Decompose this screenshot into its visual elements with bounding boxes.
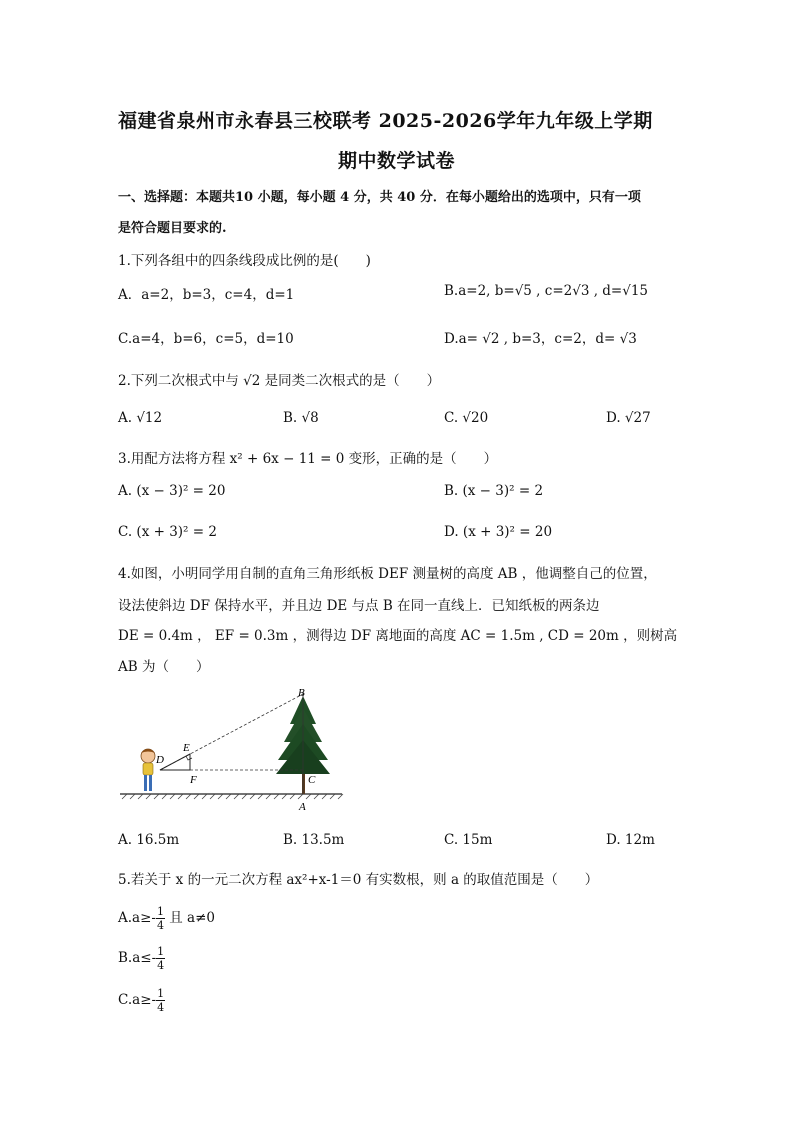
section-header-line1: 一、选择题：本题共10 小题，每小题 4 分，共 40 分．在每小题给出的选项中，只有一项 <box>118 190 641 205</box>
fraction-denominator: 4 <box>157 1001 165 1014</box>
question-5-option-c <box>118 988 165 1013</box>
exam-title-line1: 福建省泉州市永春县三校联考 2025-2026学年九年级上学期 <box>118 110 653 132</box>
question-3-option-d: D. (x + 3)² = 20 <box>444 524 553 540</box>
question-5-option-c-prefix: C.a≥- <box>118 992 157 1008</box>
ground-hatching <box>122 794 343 799</box>
question-3-stem: 3.用配方法将方程 x² + 6x − 11 = 0 变形，正确的是（ ） <box>118 451 498 467</box>
figure-label-b: B <box>298 687 305 699</box>
fraction-numerator: 1 <box>157 987 165 1000</box>
question-2-option-c: C. √20 <box>444 410 489 426</box>
question-3-option-c: C. (x + 3)² = 2 <box>118 524 217 540</box>
figure-label-d: D <box>156 754 164 766</box>
question-2-stem: 2.下列二次根式中与 √2 是同类二次根式的是（ ） <box>118 373 441 389</box>
question-3-option-a: A. (x − 3)² = 20 <box>118 483 226 499</box>
right-angle-mark <box>186 756 192 760</box>
fraction-one-quarter <box>156 946 165 971</box>
figure-label-e: E <box>183 742 190 754</box>
question-5-option-a-suffix: 且 a≠0 <box>169 910 216 926</box>
question-4-line3: DE = 0.4m ， EF = 0.3m ，测得边 DF 离地面的高度 AC = 1.5m , CD = 20m ，则树高 <box>118 628 678 644</box>
question-5-option-a <box>118 906 215 931</box>
fraction-denominator: 4 <box>156 919 164 932</box>
figure-label-c: C <box>308 774 316 786</box>
question-5-option-b <box>118 946 165 971</box>
question-4-option-b: B. 13.5m <box>283 832 345 848</box>
question-1-option-d: D.a= √2 , b=3，c=2，d= √3 <box>444 331 637 347</box>
fraction-one-quarter <box>156 988 165 1013</box>
question-2-option-b: B. √8 <box>283 410 319 426</box>
fraction-denominator: 4 <box>157 959 165 972</box>
fraction-numerator: 1 <box>156 905 164 918</box>
boy-leg-left <box>144 775 147 791</box>
question-5-option-a-prefix: A.a≥- <box>118 910 156 926</box>
figure-label-f: F <box>190 774 197 786</box>
question-3-option-b: B. (x − 3)² = 2 <box>444 483 544 499</box>
question-5-option-b-prefix: B.a≤- <box>118 950 157 966</box>
triangle-def <box>160 754 190 770</box>
question-4-option-a: A. 16.5m <box>118 832 180 848</box>
question-4-line4: AB 为（ ） <box>118 659 210 675</box>
question-4-option-d: D. 12m <box>606 832 655 848</box>
boy-shirt <box>143 763 153 775</box>
question-1-option-a: A．a=2，b=3，c=4，d=1 <box>118 287 295 303</box>
question-2-option-d: D. √27 <box>606 410 651 426</box>
question-4-option-c: C. 15m <box>444 832 493 848</box>
boy-leg-right <box>149 775 152 791</box>
question-1-option-b: B.a=2, b=√5 , c=2√3 , d=√15 <box>444 283 649 299</box>
question-1-option-c: C.a=4，b=6，c=5，d=10 <box>118 331 294 347</box>
fraction-numerator: 1 <box>157 945 165 958</box>
question-2-option-a: A. √12 <box>118 410 163 426</box>
question-1-stem: 1.下列各组中的四条线段成比例的是( ) <box>118 253 371 269</box>
question-4-line2: 设法使斜边 DF 保持水平，并且边 DE 与点 B 在同一直线上．已知纸板的两条边 <box>118 598 600 614</box>
figure-label-a: A <box>299 801 306 813</box>
question-5-stem: 5.若关于 x 的一元二次方程 ax²+x-1＝0 有实数根，则 a 的取值范围是（ ） <box>118 872 599 888</box>
exam-title-line2: 期中数学试卷 <box>338 150 456 172</box>
section-header-line2: 是符合题目要求的. <box>118 221 227 236</box>
question-4-line1: 4.如图，小明同学用自制的直角三角形纸板 DEF 测量树的高度 AB ，他调整自己的位置， <box>118 566 657 582</box>
fraction-one-quarter <box>156 906 165 931</box>
tree-measurement-figure <box>112 684 352 816</box>
